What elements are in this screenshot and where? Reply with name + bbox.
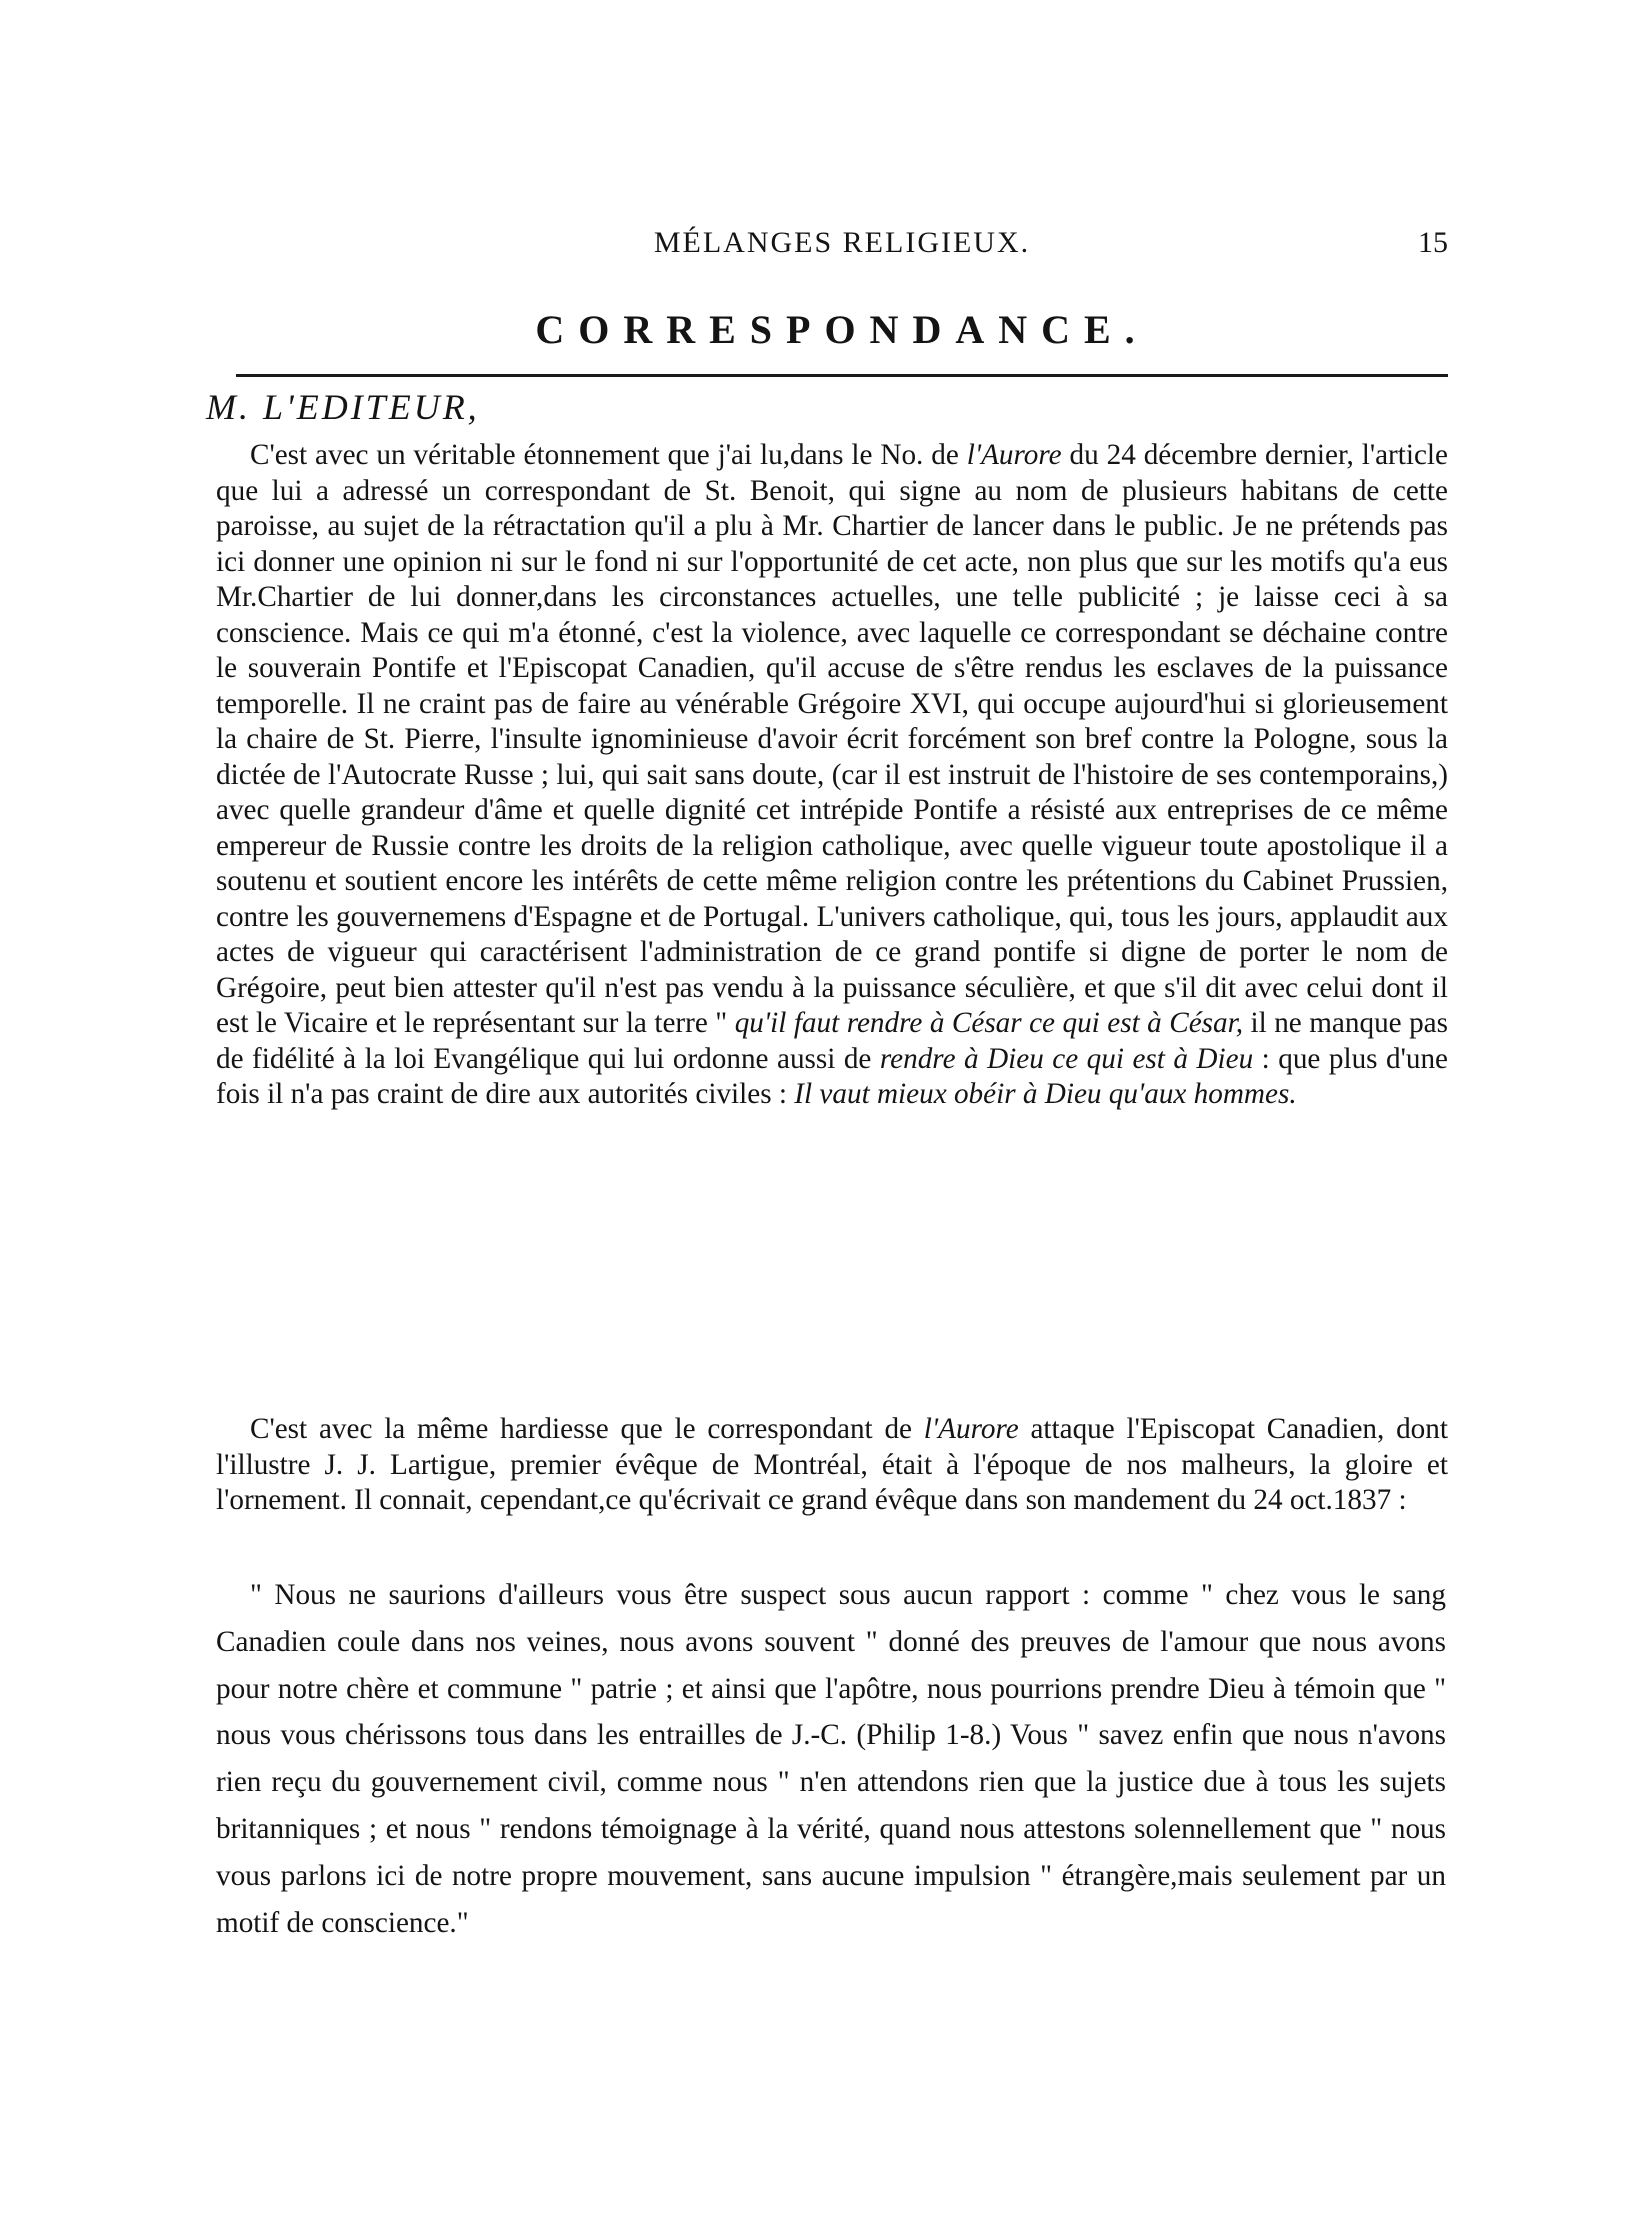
page-number: 15	[1418, 226, 1448, 259]
p2-segment-c: attaque l'Episcopat Canadien, dont l'illustre J. J. Lartigue, premier évêque de Montréal, était à l'époque de nos malheurs, la gloire et l'ornement. Il connait, cependant,ce qu'écrivait ce grand évêque dans son mandement du 24 oct.1837 :	[216, 1413, 1448, 1516]
p2-segment-a: C'est avec la même hardiesse que le correspondant de	[250, 1413, 924, 1445]
mandement-quotation	[216, 1572, 1446, 1946]
p1-segment-a: C'est avec un véritable étonnement que j'ai lu,dans le No. de	[250, 439, 967, 471]
running-title: MÉLANGES RELIGIEUX.	[653, 226, 1031, 259]
p1-cesar-italic: qu'il faut rendre à César ce qui est à César,	[734, 1007, 1244, 1039]
p1-segment-e: il ne manque pas de fidélité à la loi Evangélique qui lui ordonne aussi de	[216, 1007, 1448, 1075]
section-title: CORRESPONDANCE.	[535, 307, 1149, 352]
paragraph-2-text	[216, 1412, 1448, 1519]
p1-dieu-italic: rendre à Dieu ce qui est à Dieu	[879, 1042, 1254, 1075]
quotation-text: " Nous ne saurions d'ailleurs vous être suspect sous aucun rapport : comme " chez vous le sang Canadien coule dans nos veines, nous avons souvent " donné des preuves de l'amour que nous avons pour notre chère et commune " patrie ; et ainsi que l'apôtre, nous pourrions prendre Dieu à témoin que " nous vous chérissons tous dans les entrailles de J.-C. (Philip 1-8.) Vous " savez enfin que nous n'avons rien reçu du gouvernement civil, comme nous " n'en attendons rien que la justice due à tous les sujets britanniques ; et nous " rendons témoignage à la vérité, quand nous attestons solennellement que " nous vous parlons ici de notre propre mouvement, sans aucune impulsion " étrangère,mais seulement par un motif de conscience."	[216, 1579, 1446, 1939]
paragraph-1	[216, 438, 1448, 1113]
p1-segment-c: du 24 décembre dernier, l'article que lui a adressé un correspondant de St. Benoit, qui signe au nom de plusieurs habitans de cette paroisse, au sujet de la rétractation qu'il a plu à Mr. Chartier de lancer dans le public. Je ne prétends pas ici donner une opinion ni sur le fond ni sur l'opportunité de cet acte, non plus que sur les motifs qu'a eus Mr.Chartier de lui donner,dans les circonstances actuelles, une telle publicité ; je laisse ceci à sa conscience. Mais ce qui m'a étonné, c'est la violence, avec laquelle ce correspondant se déchaine contre le souverain Pontife et l'Episcopat Canadien, qu'il accuse de s'être rendus les esclaves de la puissance temporelle. Il ne craint pas de faire au vénérable Grégoire XVI, qui occupe aujourd'hui si glorieusement la chaire de St. Pierre, l'insulte ignominieuse d'avoir écrit forcément son bref contre la Pologne, sous la dictée de l'Autocrate Russe ; lui, qui sait sans doute, (car il est instruit de l'histoire de ses contemporains,) avec quelle grandeur d'âme et quelle dignité cet intrépide Pontife a résisté aux entreprises de ce même empereur de Russie contre les droits de la religion catholique, avec quelle vigueur toute apostolique il a soutenu et soutient encore les intérêts de cette même religion contre les prétentions du Cabinet Prussien, contre les gouvernemens d'Espagne et de Portugal. L'univers catholique, qui, tous les jours, applaudit aux actes de vigueur qui caractérisent l'administration de ce grand pontife si digne de porter le nom de Grégoire, peut bien attester qu'il n'est pas vendu à la puissance séculière, et que s'il dit avec celui dont il est le Vicaire et le représentant sur la terre "	[216, 439, 1448, 1039]
p1-aurore-italic: l'Aurore	[966, 439, 1062, 471]
horizontal-rule	[236, 374, 1448, 377]
p2-aurore-italic: l'Aurore	[923, 1413, 1019, 1445]
running-header	[236, 224, 1448, 270]
p1-obeir-italic: Il vaut mieux obéir à Dieu qu'aux hommes.	[794, 1078, 1297, 1110]
salutation: M. L'EDITEUR,	[206, 387, 480, 427]
p1-segment-g: : que plus d'une fois il n'a pas craint de dire aux autorités civiles :	[216, 1042, 1448, 1110]
paragraph-1-text	[216, 438, 1448, 1113]
paragraph-2	[216, 1412, 1448, 1519]
